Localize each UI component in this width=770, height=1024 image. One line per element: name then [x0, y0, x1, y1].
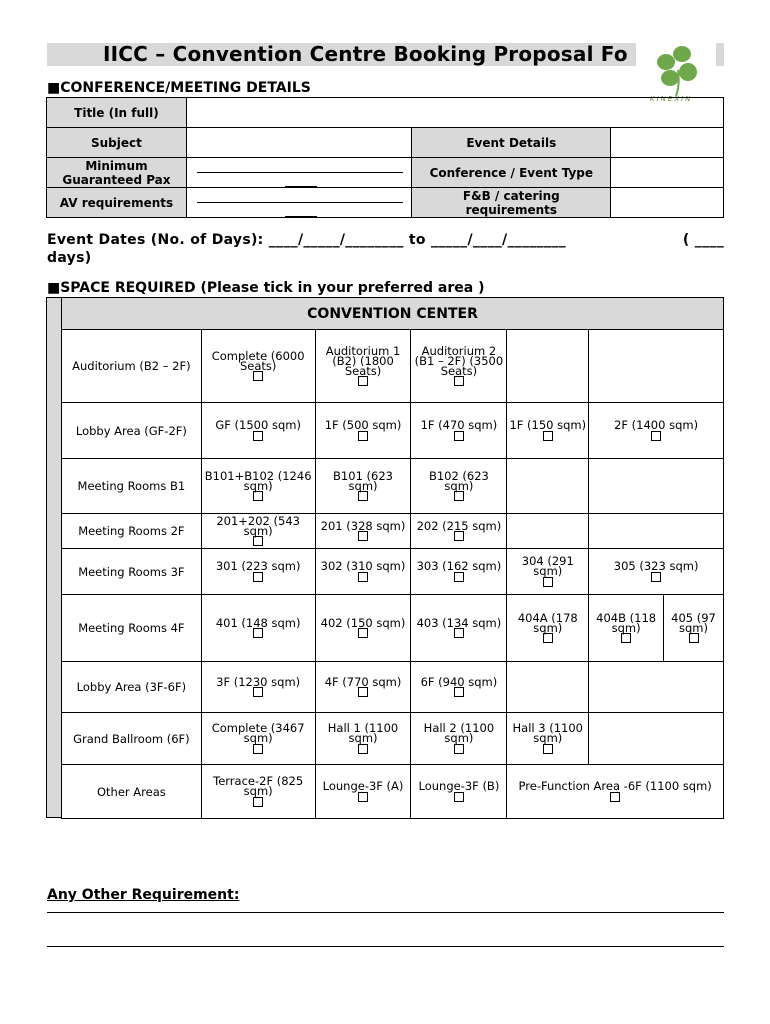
checkbox[interactable]: [358, 687, 368, 697]
space-option[interactable]: [507, 595, 589, 662]
space-option-label: 405 (97 sqm): [671, 610, 716, 635]
space-option-label: 303 (162 sqm): [416, 559, 502, 574]
checkbox[interactable]: [454, 628, 464, 638]
space-empty-cell: [507, 514, 589, 549]
space-option-label: 304 (291 sqm): [521, 554, 574, 579]
space-row: [62, 514, 724, 549]
space-option[interactable]: [315, 595, 411, 662]
space-option[interactable]: [411, 403, 507, 459]
space-option[interactable]: [315, 549, 411, 595]
event-details-label: Event Details: [412, 128, 611, 158]
other-requirement-line-1[interactable]: [47, 912, 724, 913]
space-row: [62, 549, 724, 595]
checkbox[interactable]: [253, 744, 263, 754]
space-option[interactable]: [589, 595, 664, 662]
checkbox[interactable]: [454, 431, 464, 441]
space-option-label: Complete (6000 Seats): [211, 348, 305, 373]
space-option-label: 201 (328 sqm): [320, 518, 406, 533]
checkbox[interactable]: [651, 572, 661, 582]
space-area-label: Meeting Rooms 4F: [62, 595, 202, 662]
conference-details-table: [46, 97, 724, 218]
space-option[interactable]: [411, 595, 507, 662]
space-option-label: Terrace-2F (825 sqm): [213, 774, 304, 799]
space-option[interactable]: [507, 549, 589, 595]
checkbox[interactable]: [621, 633, 631, 643]
space-option[interactable]: [201, 403, 315, 459]
space-option-label: GF (1500 sqm): [215, 418, 301, 433]
space-option[interactable]: [315, 514, 411, 549]
checkbox[interactable]: [454, 687, 464, 697]
av-field[interactable]: [186, 188, 412, 218]
space-option[interactable]: [507, 765, 724, 819]
checkbox[interactable]: [543, 744, 553, 754]
space-option-label: Complete (3467 sqm): [211, 721, 305, 746]
event-dates[interactable]: [47, 231, 724, 267]
space-option[interactable]: [315, 459, 411, 514]
section-heading-conference: ■CONFERENCE/MEETING DETAILS: [47, 80, 311, 96]
space-option-label: 6F (940 sqm): [420, 674, 498, 689]
space-option-label: 201+202 (543 sqm): [216, 513, 300, 538]
page-title: IICC – Convention Centre Booking Proposal Fo: [103, 42, 628, 66]
event-dates-line: Event Dates (No. of Days): ____/_____/________ to _____/____/________: [47, 232, 566, 248]
space-row: [62, 765, 724, 819]
space-area-label: Other Areas: [62, 765, 202, 819]
checkbox[interactable]: [689, 633, 699, 643]
space-option[interactable]: [507, 403, 589, 459]
checkbox[interactable]: [543, 431, 553, 441]
space-area-label: Meeting Rooms 3F: [62, 549, 202, 595]
space-row: [62, 595, 724, 662]
checkbox[interactable]: [358, 744, 368, 754]
space-side-bar: [46, 297, 62, 818]
space-empty-cell: [589, 662, 724, 713]
checkbox[interactable]: [253, 431, 263, 441]
checkbox[interactable]: [358, 376, 368, 386]
space-option-label: Pre-Function Area -6F (1100 sqm): [518, 779, 712, 794]
av-underline: [197, 202, 404, 203]
space-option[interactable]: [201, 765, 315, 819]
space-table-body: [62, 330, 724, 819]
space-option[interactable]: [201, 330, 315, 403]
space-option-label: 404A (178 sqm): [517, 610, 578, 635]
space-option[interactable]: [201, 662, 315, 713]
space-option[interactable]: [201, 595, 315, 662]
space-option[interactable]: [315, 662, 411, 713]
checkbox[interactable]: [358, 572, 368, 582]
space-option[interactable]: [201, 459, 315, 514]
space-empty-cell: [507, 459, 589, 514]
checkbox[interactable]: [454, 491, 464, 501]
space-row: [62, 330, 724, 403]
space-option-label: Hall 3 (1100 sqm): [512, 721, 583, 746]
space-option-label: B102 (623 sqm): [428, 468, 489, 493]
space-option[interactable]: [589, 549, 724, 595]
space-option-label: 404B (118 sqm): [596, 610, 657, 635]
space-option[interactable]: [315, 713, 411, 765]
space-area-label: Lobby Area (GF-2F): [62, 403, 202, 459]
space-option[interactable]: [315, 330, 411, 403]
checkbox[interactable]: [543, 577, 553, 587]
space-option-label: 202 (215 sqm): [416, 518, 502, 533]
checkbox[interactable]: [358, 531, 368, 541]
checkbox[interactable]: [253, 491, 263, 501]
subject-field[interactable]: [186, 128, 412, 158]
space-option[interactable]: [315, 765, 411, 819]
space-option-label: Auditorium 2 (B1 – 2F) (3500 Seats): [414, 343, 504, 378]
space-area-label: Lobby Area (3F-6F): [62, 662, 202, 713]
space-option-label: 2F (1400 sqm): [614, 418, 699, 433]
space-option[interactable]: [201, 549, 315, 595]
space-option-label: Hall 2 (1100 sqm): [423, 721, 495, 746]
space-option-label: 1F (470 sqm): [420, 418, 498, 433]
space-option-label: B101+B102 (1246 sqm): [204, 468, 312, 493]
space-option-label: 1F (500 sqm): [324, 418, 402, 433]
space-option-label: Lounge-3F (B): [418, 779, 500, 794]
space-option-label: 305 (323 sqm): [613, 559, 699, 574]
space-area-label: Meeting Rooms 2F: [62, 514, 202, 549]
space-empty-cell: [589, 330, 724, 403]
checkbox[interactable]: [358, 491, 368, 501]
min-pax-label: Minimum Guaranteed Pax: [47, 158, 187, 188]
checkbox[interactable]: [358, 431, 368, 441]
checkbox[interactable]: [610, 792, 620, 802]
av-underline-short: [285, 216, 317, 217]
space-option-label: 3F (1230 sqm): [216, 674, 301, 689]
fnb-label: F&B / catering requirements: [412, 188, 611, 218]
checkbox[interactable]: [454, 792, 464, 802]
title-field[interactable]: [186, 98, 723, 128]
av-label: AV requirements: [47, 188, 187, 218]
space-option[interactable]: [589, 403, 724, 459]
event-type-field[interactable]: [611, 158, 724, 188]
checkbox[interactable]: [454, 744, 464, 754]
space-option-label: Auditorium 1 (B2) (1800 Seats): [325, 343, 401, 378]
space-table-title: CONVENTION CENTER: [62, 298, 724, 330]
checkbox[interactable]: [454, 572, 464, 582]
space-option-label: 402 (150 sqm): [320, 615, 406, 630]
min-pax-field[interactable]: [186, 158, 412, 188]
space-option[interactable]: [664, 595, 724, 662]
other-requirement-line-2[interactable]: [47, 946, 724, 947]
space-area-label: Grand Ballroom (6F): [62, 713, 202, 765]
space-option[interactable]: [411, 330, 507, 403]
space-option-label: 403 (134 sqm): [416, 615, 502, 630]
event-details-field[interactable]: [611, 128, 724, 158]
checkbox[interactable]: [358, 628, 368, 638]
space-empty-cell: [507, 330, 589, 403]
space-option[interactable]: [507, 713, 589, 765]
checkbox[interactable]: [253, 536, 263, 546]
checkbox[interactable]: [543, 633, 553, 643]
title-label: Title (In full): [47, 98, 187, 128]
space-required-block: [46, 297, 724, 818]
checkbox[interactable]: [454, 376, 464, 386]
space-option[interactable]: [411, 765, 507, 819]
space-option-label: 1F (150 sqm): [509, 418, 587, 433]
space-option[interactable]: [201, 514, 315, 549]
fnb-field[interactable]: [611, 188, 724, 218]
space-row: [62, 459, 724, 514]
space-option-label: 302 (310 sqm): [320, 559, 406, 574]
space-empty-cell: [589, 514, 724, 549]
space-option-label: Lounge-3F (A): [322, 779, 404, 794]
space-option-label: 401 (148 sqm): [215, 615, 301, 630]
space-option-label: B101 (623 sqm): [333, 468, 393, 493]
checkbox[interactable]: [253, 628, 263, 638]
checkbox[interactable]: [358, 792, 368, 802]
space-option[interactable]: [411, 549, 507, 595]
section-heading-space: ■SPACE REQUIRED (Please tick in your preferred area ): [47, 280, 485, 296]
space-empty-cell: [589, 459, 724, 514]
space-option-label: 301 (223 sqm): [215, 559, 301, 574]
checkbox[interactable]: [253, 797, 263, 807]
checkbox[interactable]: [253, 687, 263, 697]
logo-wordmark: KINEXIN: [650, 95, 693, 103]
space-row: [62, 662, 724, 713]
space-table: [61, 297, 724, 819]
space-option[interactable]: [411, 713, 507, 765]
space-option[interactable]: [411, 662, 507, 713]
event-days-close: days): [47, 250, 92, 266]
space-option-label: Hall 1 (1100 sqm): [327, 721, 399, 746]
space-option-label: 4F (770 sqm): [324, 674, 402, 689]
space-empty-cell: [589, 713, 724, 765]
min-pax-underline: [197, 172, 404, 173]
space-area-label: Auditorium (B2 – 2F): [62, 330, 202, 403]
subject-label: Subject: [47, 128, 187, 158]
other-requirement-label: Any Other Requirement:: [47, 887, 240, 903]
checkbox[interactable]: [651, 431, 661, 441]
event-type-label: Conference / Event Type: [412, 158, 611, 188]
space-option[interactable]: [411, 514, 507, 549]
space-row: [62, 713, 724, 765]
space-area-label: Meeting Rooms B1: [62, 459, 202, 514]
event-days-open: ( ____: [682, 232, 724, 248]
space-option[interactable]: [201, 713, 315, 765]
space-empty-cell: [507, 662, 589, 713]
checkbox[interactable]: [454, 531, 464, 541]
checkbox[interactable]: [253, 572, 263, 582]
checkbox[interactable]: [253, 371, 263, 381]
space-row: [62, 403, 724, 459]
space-option[interactable]: [315, 403, 411, 459]
space-option[interactable]: [411, 459, 507, 514]
